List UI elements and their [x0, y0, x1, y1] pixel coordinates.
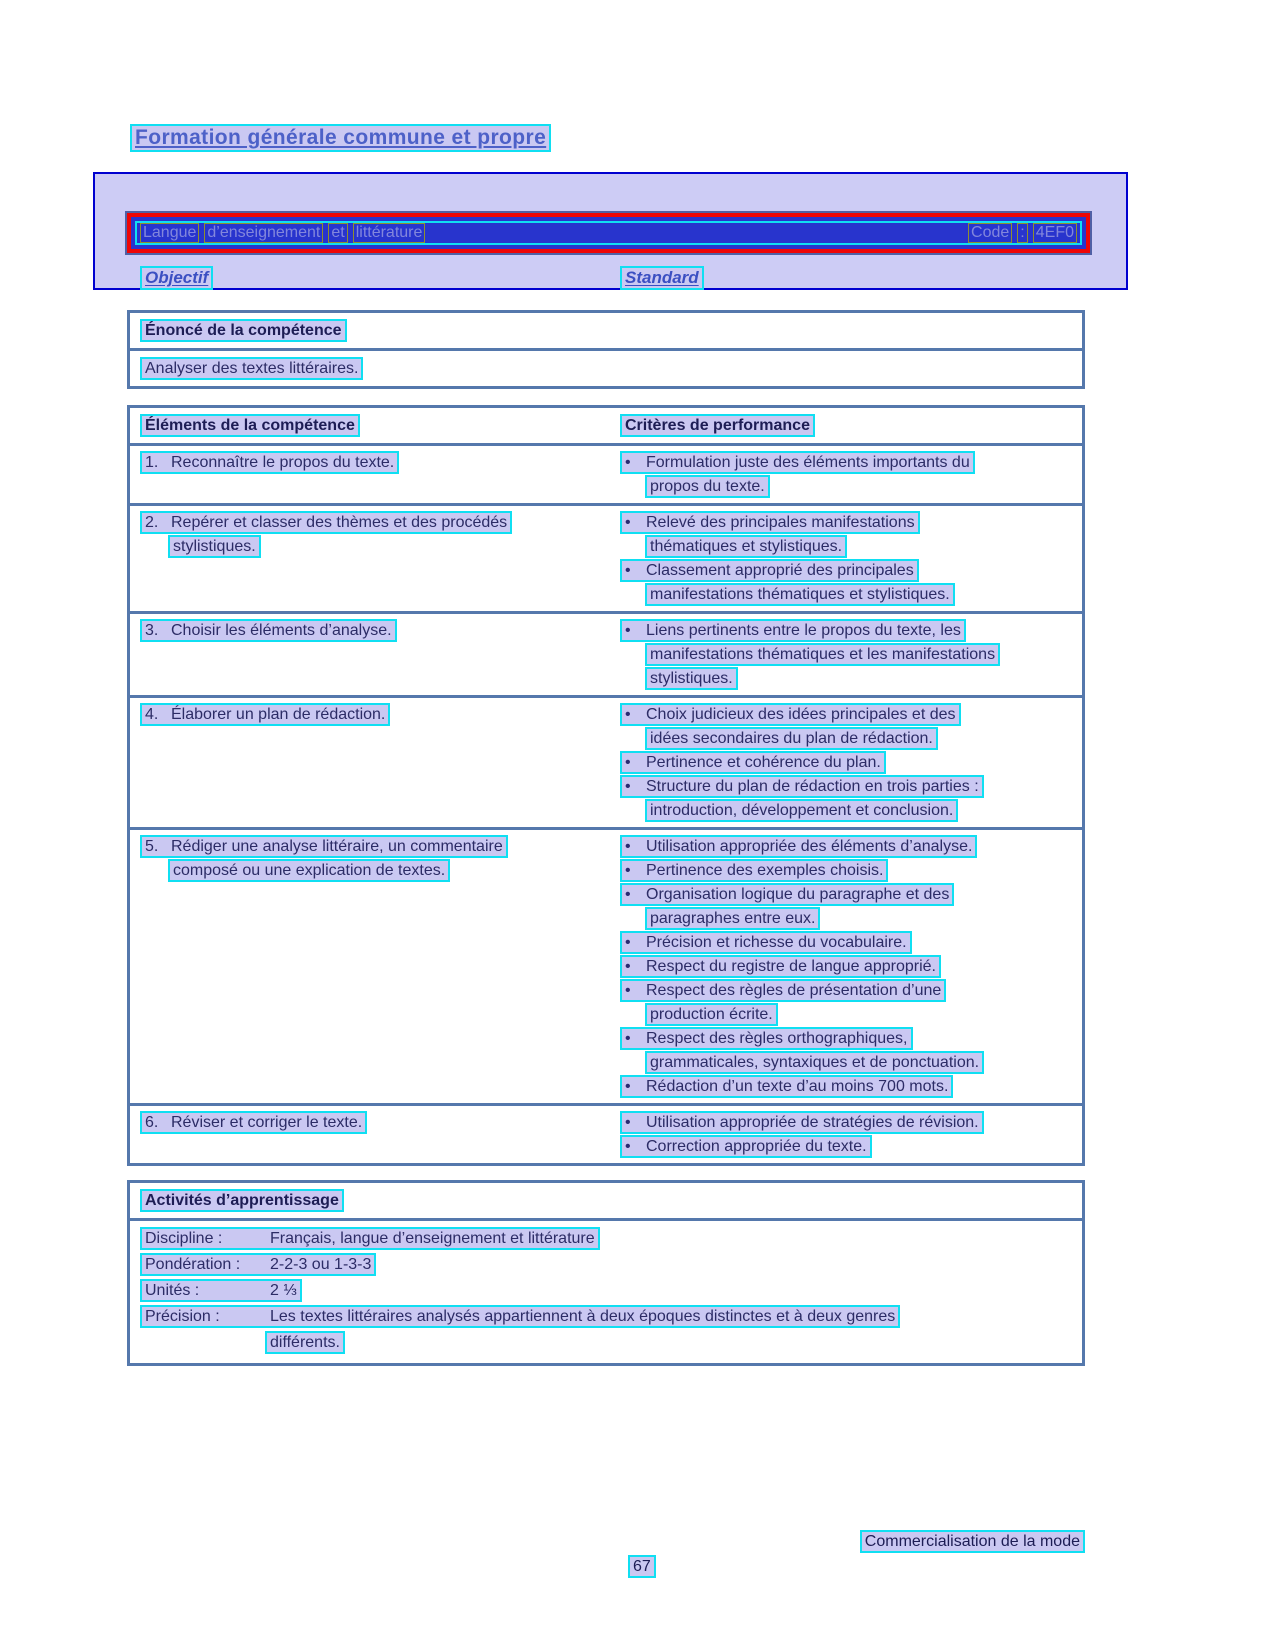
element-text: composé ou une explication de textes.: [173, 862, 446, 879]
bullet-icon: •: [625, 1030, 631, 1047]
bullet-icon: •: [625, 1078, 631, 1095]
bullet-icon: •: [625, 562, 631, 579]
element-cell: [140, 835, 620, 1099]
criterion-text: paragraphes entre eux.: [650, 910, 816, 927]
element-number: 1.: [145, 454, 159, 471]
criterion-text: grammaticales, syntaxiques et de ponctuation.: [650, 1054, 980, 1071]
criterion-text: Pertinence des exemples choisis.: [646, 862, 884, 879]
bullet-icon: •: [625, 958, 631, 975]
criterion-text: manifestations thématiques et les manifestations: [650, 646, 996, 663]
competence-row: [130, 446, 1082, 503]
objectif-standard-panel: [93, 172, 1128, 290]
element-cell: [140, 1111, 620, 1159]
criterion-text: Respect des règles de présentation d’une: [646, 982, 942, 999]
competence-row: [130, 698, 1082, 827]
bullet-icon: •: [625, 754, 631, 771]
criterion-text: manifestations thématiques et stylistiques.: [650, 586, 950, 603]
bullet-icon: •: [625, 454, 631, 471]
activite-label: Discipline :: [145, 1230, 223, 1247]
bullet-icon: •: [625, 934, 631, 951]
element-text: stylistiques.: [173, 538, 256, 555]
bullet-icon: •: [625, 1138, 631, 1155]
element-number: 4.: [145, 706, 159, 723]
criteria-cell: [620, 511, 1078, 607]
criterion-text: idées secondaires du plan de rédaction.: [650, 730, 933, 747]
footer-program-name: Commercialisation de la mode: [860, 1530, 1085, 1553]
criteres-header: Critères de performance: [620, 414, 815, 437]
criterion-text: Respect du registre de langue approprié.: [646, 958, 936, 975]
element-cell: [140, 511, 620, 607]
enonce-header-row: [130, 313, 1082, 348]
criterion-text: Classement approprié des principales: [646, 562, 914, 579]
criteria-cell: [620, 619, 1078, 691]
objectif-heading: Objectif: [140, 266, 213, 290]
criterion-text: Relevé des principales manifestations: [646, 514, 915, 531]
page-title: [130, 124, 551, 152]
course-title-words: [140, 223, 425, 243]
criterion-text: introduction, développement et conclusion.: [650, 802, 954, 819]
activite-label: Précision :: [145, 1308, 220, 1325]
enonce-table: [127, 310, 1085, 389]
activites-body: [130, 1221, 1082, 1363]
course-title-bar: [127, 213, 1090, 253]
competence-table: [127, 405, 1085, 1166]
element-text: Élaborer un plan de rédaction.: [171, 706, 386, 723]
element-text: Choisir les éléments d’analyse.: [171, 622, 392, 639]
bullet-icon: •: [625, 982, 631, 999]
criterion-text: Choix judicieux des idées principales et des: [646, 706, 956, 723]
criterion-text: thématiques et stylistiques.: [650, 538, 843, 555]
elements-header: Éléments de la compétence: [140, 414, 360, 437]
bullet-icon: •: [625, 514, 631, 531]
activite-label: Pondération :: [145, 1256, 241, 1273]
bullet-icon: •: [625, 862, 631, 879]
bullet-icon: •: [625, 778, 631, 795]
criterion-text: Utilisation appropriée des éléments d’analyse.: [646, 838, 973, 855]
bullet-icon: •: [625, 706, 631, 723]
activite-value: Les textes littéraires analysés appartiennent à deux époques distinctes et à deux genres: [270, 1308, 896, 1325]
course-word: et: [328, 223, 347, 243]
element-cell: [140, 451, 620, 499]
course-word: Langue: [140, 223, 199, 243]
criterion-text: propos du texte.: [650, 478, 765, 495]
activite-row: [140, 1279, 1078, 1302]
criterion-text: Rédaction d’un texte d’au moins 700 mots.: [646, 1078, 949, 1095]
activites-header: Activités d’apprentissage: [140, 1189, 344, 1212]
code-word: :: [1017, 223, 1027, 243]
element-text: Repérer et classer des thèmes et des procédés: [171, 514, 508, 531]
criteres-header-cell: [620, 414, 815, 437]
enonce-body-row: [130, 351, 1082, 386]
code-word: 4EF0: [1033, 223, 1077, 243]
elements-header-cell: [140, 414, 620, 437]
criterion-text: Organisation logique du paragraphe et des: [646, 886, 950, 903]
code-word: Code: [968, 223, 1012, 243]
page-number: 67: [628, 1555, 656, 1578]
course-word: d’enseignement: [204, 223, 323, 243]
element-text: Rédiger une analyse littéraire, un commentaire: [171, 838, 503, 855]
element-number: 2.: [145, 514, 159, 531]
course-word: littérature: [353, 223, 426, 243]
criterion-text: Liens pertinents entre le propos du texte, les: [646, 622, 961, 639]
activite-value: Français, langue d’enseignement et littérature: [270, 1230, 595, 1247]
competence-row: [130, 830, 1082, 1103]
activite-label: Unités :: [145, 1282, 200, 1299]
competence-row: [130, 614, 1082, 695]
element-number: 3.: [145, 622, 159, 639]
criteria-cell: [620, 451, 1078, 499]
page-title-text: Formation générale commune et propre: [130, 124, 551, 152]
activites-header-row: [130, 1183, 1082, 1218]
bullet-icon: •: [625, 838, 631, 855]
competence-row: [130, 1106, 1082, 1163]
course-title-line-box: [135, 221, 1082, 245]
criterion-text: production écrite.: [650, 1006, 773, 1023]
standard-heading: Standard: [620, 266, 704, 290]
element-number: 5.: [145, 838, 159, 855]
criteria-cell: [620, 1111, 1078, 1159]
activite-value: 2 ⅓: [270, 1282, 297, 1299]
criterion-text: Précision et richesse du vocabulaire.: [646, 934, 907, 951]
activite-row: [140, 1305, 1078, 1328]
activite-row: [140, 1227, 1078, 1250]
criterion-text: Respect des règles orthographiques,: [646, 1030, 908, 1047]
criteria-cell: [620, 835, 1078, 1099]
criterion-text: Correction appropriée du texte.: [646, 1138, 867, 1155]
bullet-icon: •: [625, 1114, 631, 1131]
element-cell: [140, 619, 620, 691]
criteria-cell: [620, 703, 1078, 823]
competence-row: [130, 506, 1082, 611]
criterion-text: Structure du plan de rédaction en trois parties :: [646, 778, 979, 795]
activites-table: [127, 1180, 1085, 1366]
element-text: Reconnaître le propos du texte.: [171, 454, 395, 471]
enonce-header: Énoncé de la compétence: [140, 319, 347, 342]
element-text: Réviser et corriger le texte.: [171, 1114, 363, 1131]
course-code-words: [968, 223, 1077, 243]
criterion-text: Formulation juste des éléments importants du: [646, 454, 970, 471]
criterion-text: Utilisation appropriée de stratégies de révision.: [646, 1114, 979, 1131]
activite-value: différents.: [270, 1334, 340, 1351]
competence-statement: Analyser des textes littéraires.: [140, 357, 363, 380]
criterion-text: stylistiques.: [650, 670, 733, 687]
activite-value: 2-2-3 ou 1-3-3: [270, 1256, 372, 1273]
activite-row-continuation: [265, 1331, 1078, 1354]
competence-header-row: [130, 408, 1082, 443]
activite-row: [140, 1253, 1078, 1276]
bullet-icon: •: [625, 622, 631, 639]
element-cell: [140, 703, 620, 823]
bullet-icon: •: [625, 886, 631, 903]
criterion-text: Pertinence et cohérence du plan.: [646, 754, 881, 771]
element-number: 6.: [145, 1114, 159, 1131]
